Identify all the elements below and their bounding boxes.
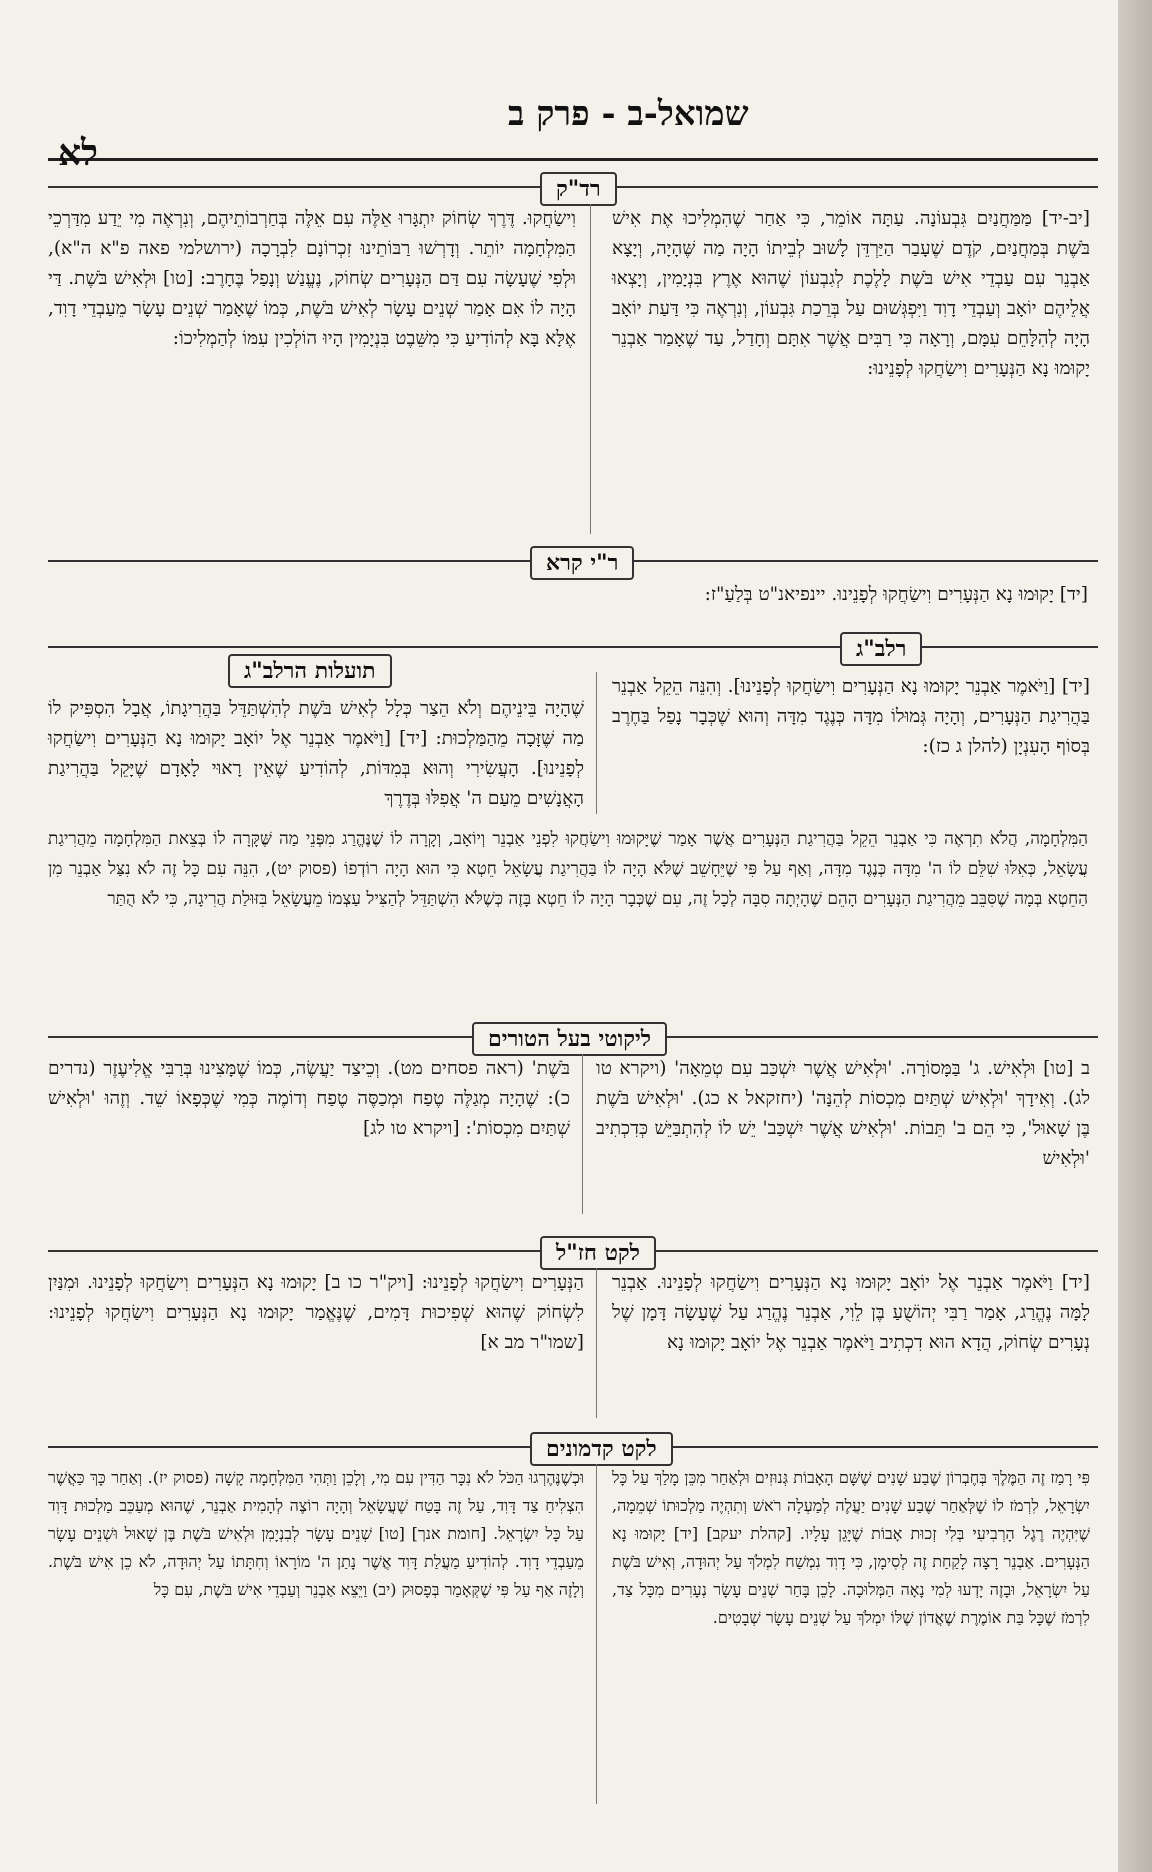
page-edge	[1118, 0, 1152, 1872]
likutei-left-column: בֹּשֶׁת' (ראה פסחים מט). וְכֵיצַד יַעֲשֶׂה, כְּמוֹ שֶׁמָּצִינוּ בְּרַבִּי אֱלִיעֶזֶר (נדרים כ): שֶׁהָיָה מְגַלֶּה טֶפַח וּמְכַסֶּה טֶפַח וְדוֹמֶה כְּמִי שֶׁכְּפָאוֹ שֵׁד. וְזֶהוּ 'וּלְאִישׁ שְׁתַּיִם מִכְסוֹת': [ויקרא טו לג]	[48, 1058, 570, 1139]
likutei-heading: ליקוטי בעל הטורים	[472, 1022, 667, 1056]
column-divider	[596, 1268, 597, 1418]
section-rule	[48, 646, 1098, 648]
leket-kadmonim-right-column: פִּי רָמַז זֶה הַמֶּלֶךְ בְּחֶבְרוֹן שֶׁבַע שָׁנִים שֶׁשָּׁם הָאָבוֹת גְּנוּזִים וּלְאַחַר מִכֵּן מָלַךְ עַל כָּל יִשְׂרָאֵל, לִרְמֹז לוֹ שֶׁלְּאַחַר שֶׁבַע שָׁנִים יַעֲלֶה לְמַעְלָה רֹאשׁ וְתִהְיֶה מַלְכוּתוֹ שְׁמֵמָה, שֶׁיִּהְיֶה רֶגֶל הָרְבִיעִי בְּלִי זְכוּת אָבוֹת שֶׁיָּגֵן עָלָיו. [קהלת יעקב] [יד] יָקוּמוּ נָא הַנְּעָרִים. אַבְנֵר רָצָה לָקַחַת זֶה לְסִימָן, כִּי דָוִד נִמְשַׁח לִמְלֹךְ עַל יְהוּדָה, וְאִישׁ בֹּשֶׁת עַל יִשְׂרָאֵל, וּבָזֶה יָדְעוּ לְמִי נָאָה הַמְּלוּכָה. לָכֵן בָּחַר שְׁנֵים עָשָׂר נְעָרִים מִכָּל צַד, לִרְמֹז שֶׁכָּל בַּת אוֹמֶרֶת שֶׁאֲדוֹן שֶׁלּוֹ יִמְלֹךְ עַל שְׁנֵים עָשָׂר שְׁבָטִים.	[612, 1468, 1091, 1627]
leket-chazal-left-column: הַנְּעָרִים וִישַׂחֲקוּ לְפָנֵינוּ: [ויק"ר כו ב] יָקוּמוּ נָא הַנְּעָרִים וִישַׂחֲקוּ לְפָנֵינוּ. וּמִנַּיִן לִשְׂחוֹק שֶׁהוּא שְׁפִיכוּת דָּמִים, שֶׁנֶּאֱמַר יָקוּמוּ נָא הַנְּעָרִים וִישַׂחֲקוּ לְפָנֵינוּ: [שמו"ר מב א]	[48, 1272, 584, 1353]
toaliyot-wide-text: הַמִּלְחָמָה, הֲלֹא תִרְאֶה כִּי אַבְנֵר הֵקֵל בַּהֲרִיגַת הַנְּעָרִים אֲשֶׁר אָמַר שֶׁיָּקוּמוּ וִישַׂחֲקוּ לִפְנֵי אַבְנֵר וְיוֹאָב, וְקָרָה לוֹ שֶׁנֶּהֱרַג מִפְּנֵי מַה שֶּׁקָּרָה לוֹ בְּצֵאת הַמִּלְחָמָה מֵהֲרִיגַת עֲשָׂאֵל, כְּאִלּוּ שִׁלֵּם לוֹ ה' מִדָּה כְּנֶגֶד מִדָּה, וְאַף עַל פִּי שֶׁיֵּחָשֵׁב שֶׁלֹּא הָיָה לוֹ בַּהֲרִיגַת עֲשָׂאֵל חֵטְא כִּי הוּא הָיָה רוֹדְפוֹ (פסוק יט), הִנֵּה עִם כָּל זֶה לֹא נִצַּל אַבְנֵר מִן הַחֵטְא בְּמָה שֶׁסִּבֵּב מֵהֲרִיגַת הַנְּעָרִים הָהֵם שֶׁהָיְתָה סִבָּה לְכָל זֶה, עִם שֶׁכְּבָר הָיָה לוֹ חֵטְא בָּזֶה כְּשֶׁלֹּא הִשְׁתַּדֵּל לְהַצִּיל עַצְמוֹ מֵעֲשָׂאֵל בִּזּוּלַת הֲרִיגָה, כִּי לֹא הֻתַּר	[48, 829, 1088, 909]
leket-kadmonim-left-column: וּכְשֶׁנֶּהֶרְגוּ הַכֹּל לֹא נִכָּר הַדִּין עִם מִי, וְלָכֵן וַתְּהִי הַמִּלְחָמָה קָשָׁה (פסוק יז). וְאַחַר כָּךְ כַּאֲשֶׁר הִצְלִיחַ צַד דָּוִד, עַל זֶה בָּטַח שֶׁעֲשָׂאֵל וְהָיָה רוֹצֶה לְהָמִית אַבְנֵר, שֶׁהוּא מְעַכֵּב מַלְכוּת דָּוִד עַל כָּל יִשְׂרָאֵל. [חומת אנך] [טו] שְׁנֵים עָשָׂר לְבִנְיָמִן וּלְאִישׁ בֹּשֶׁת בֶּן שָׁאוּל וּשְׁנֵים עָשָׂר מֵעַבְדֵי דָוִד. לְהוֹדִיעַ מַעֲלַת דָּוִד אֲשֶׁר נָתַן ה' מוֹרָאוֹ וְחִתָּתוֹ עַל יְהוּדָה, לֹא כֵן אִישׁ בֹּשֶׁת. וְלָזֶה אַף עַל פִּי שֶׁקְּאָמַר בְּפָסוּק (יב) וַיֵּצֵא אַבְנֵר וְעַבְדֵי אִישׁ בֹּשֶׁת, עִם כָּל	[48, 1468, 584, 1599]
radak-right-column: [יב-יד] מַּמַּחֲנַיִם גִּבְעוֹנָה. עַתָּה אוֹמֵר, כִּי אַחַר שֶׁהִמְלִיכוּ אֶת אִישׁ בֹּשֶׁת בְּמַחֲנַיִם, קֹדֶם שֶׁעָבַר הַיַּרְדֵּן לָשׁוּב לְבֵיתוֹ הָיָה מַה שֶּׁהָיָה, וְיָצָא אַבְנֵר עִם עַבְדֵי אִישׁ בֹּשֶׁת לָלֶכֶת לְגִבְעוֹן שֶׁהוּא אֶרֶץ בִּנְיָמִין, וְיָצְאוּ אֲלֵיהֶם יוֹאָב וְעַבְדֵי דָוִד וַיִּפְגְּשׁוּם עַל בְּרֵכַת גִּבְעוֹן, וְנִרְאֶה כִּי דַּעַת יוֹאָב הָיָה לְהִלָּחֵם עִמָּם, וְרָאָה כִּי רַבִּים אֲשֶׁר אִתָּם וְחָדַל, עַד שֶׁאָמַר אַבְנֵר יָקוּמוּ נָא הַנְּעָרִים וִישַׂחֲקוּ לְפָנֵינוּ:	[612, 208, 1090, 379]
page-number: לא	[58, 132, 98, 174]
radak-left-column: וִישַׂחֲקוּ. דֶּרֶךְ שְׂחוֹק יִתְגָּרוּ אֵלֶּה עִם אֵלֶּה בְּחַרְבוֹתֵיהֶם, וְנִרְאֶה מִי יֵדַע מִדַּרְכֵי הַמִּלְחָמָה יוֹתֵר. וְדָרְשׁוּ רַבּוֹתֵינוּ זִכְרוֹנָם לִבְרָכָה (ירושלמי פאה פ"א ה"א), וּלְפִי שֶׁעָשָׂה עִם דַּם הַנְּעָרִים שְׂחוֹק, נֶעֱנַשׁ וְנָפַל בֶּחָרֶב: [טו] וּלְאִישׁ בֹּשֶׁת. דַּי הָיָה לוֹ אִם אָמַר שְׁנֵים עָשָׂר לְאִישׁ בֹּשֶׁת, כְּמוֹ שֶׁאָמַר שְׁנֵים עָשָׂר מֵעַבְדֵי דָוִד, אֶלָּא בָּא לְהוֹדִיעַ כִּי מִשֵּׁבֶט בִּנְיָמִין הָיוּ הוֹלְכִין עִמּוֹ לְהַמְלִיכוֹ:	[48, 208, 576, 349]
rikara-heading: ר"י קרא	[530, 546, 634, 580]
ralbag-text: [יד] [וַיֹּאמֶר אַבְנֵר יָקוּמוּ נָא הַנְּעָרִים וִישַׂחֲקוּ לְפָנֵינוּ]. וְהִנֵּה הֵקֵל אַבְנֵר בַּהֲרִיגַת הַנְּעָרִים, וְהָיָה גְּמוּלוֹ מִדָּה כְּנֶגֶד מִדָּה וְהוּא שֶׁכְּבָר נָפַל בַּחֶרֶב בְּסוֹף הָעִנְיָן (להלן ג כז):	[612, 676, 1090, 757]
leket-kadmonim-heading: לקט קדמונים	[530, 1432, 673, 1466]
likutei-right-column: ב [טו] וּלְאִישׁ. ג' בַּמָּסוֹרָה. 'וּלְאִישׁ אֲשֶׁר יִשְׁכַּב עִם טְמֵאָה' (ויקרא טו לג). וְאִידָךְ 'וּלְאִישׁ שְׁתַּיִם מִכְסוֹת לְהֵנָּה' (יחזקאל א כג). 'וּלְאִישׁ בֹּשֶׁת בֶּן שָׁאוּל', כִּי הֵם ב' תֵּבוֹת. 'וּלְאִישׁ אֲשֶׁר יִשְׁכַּב' יֵשׁ לוֹ לְהִתְבַּיֵּשׁ כְּדִכְתִיב 'וּלְאִישׁ	[596, 1058, 1090, 1169]
rikara-text: [יד] יָקוּמוּ נָא הַנְּעָרִים וִישַׂחֲקוּ לְפָנֵינוּ. יינפיאנ"ט בְּלַעַ"ז:	[704, 584, 1088, 605]
column-divider	[596, 672, 597, 814]
ralbag-heading: רלב"ג	[840, 632, 922, 666]
column-divider	[582, 1054, 583, 1214]
leket-chazal-heading: לקט חז"ל	[540, 1236, 656, 1270]
page-header	[48, 88, 1098, 174]
column-divider	[590, 204, 591, 534]
leket-chazal-right-column: [יד] וַיֹּאמֶר אַבְנֵר אֶל יוֹאָב יָקוּמוּ נָא הַנְּעָרִים וִישַׂחֲקוּ לְפָנֵינוּ. אַבְנֵר לָמָּה נֶהֱרַג, אָמַר רַבִּי יְהוֹשֻׁעַ בֶּן לֵוִי, אַבְנֵר נֶהֱרַג עַל שֶׁעָשָׂה דָּמָן שֶׁל נְעָרִים שְׂחוֹק, הֲדָא הוּא דִכְתִיב וַיֹּאמֶר אַבְנֵר אֶל יוֹאָב יָקוּמוּ נָא	[612, 1272, 1090, 1353]
toaliyot-heading: תועלות הרלב"ג	[228, 654, 392, 688]
chapter-title: שמואל-ב - פרק ב	[508, 94, 749, 134]
radak-heading: רד"ק	[540, 172, 617, 206]
toaliyot-text: שֶׁהָיָה בֵּינֵיהֶם וְלֹא הֵצַר כְּלָל לְאִישׁ בֹּשֶׁת לְהִשְׁתַּדֵּל בַּהֲרִיגָתוֹ, אֲבָל הִסְפִּיק לוֹ מַה שֶּׁזָּכָה מֵהַמַּלְכוּת: [יד] [וַיֹּאמֶר אַבְנֵר אֶל יוֹאָב יָקוּמוּ נָא הַנְּעָרִים וִישַׂחֲקוּ לְפָנֵינוּ]. הָעֲשִׂירִי וְהוּא בְּמִדּוֹת, לְהוֹדִיעַ שֶׁאֵין רָאוּי לָאָדָם שֶׁיָּקֵל בַּהֲרִיגַת הָאֲנָשִׁים מֵעַם ה' אֲפִלּוּ בְּדֶרֶךְ	[48, 698, 584, 809]
column-divider	[596, 1464, 597, 1804]
